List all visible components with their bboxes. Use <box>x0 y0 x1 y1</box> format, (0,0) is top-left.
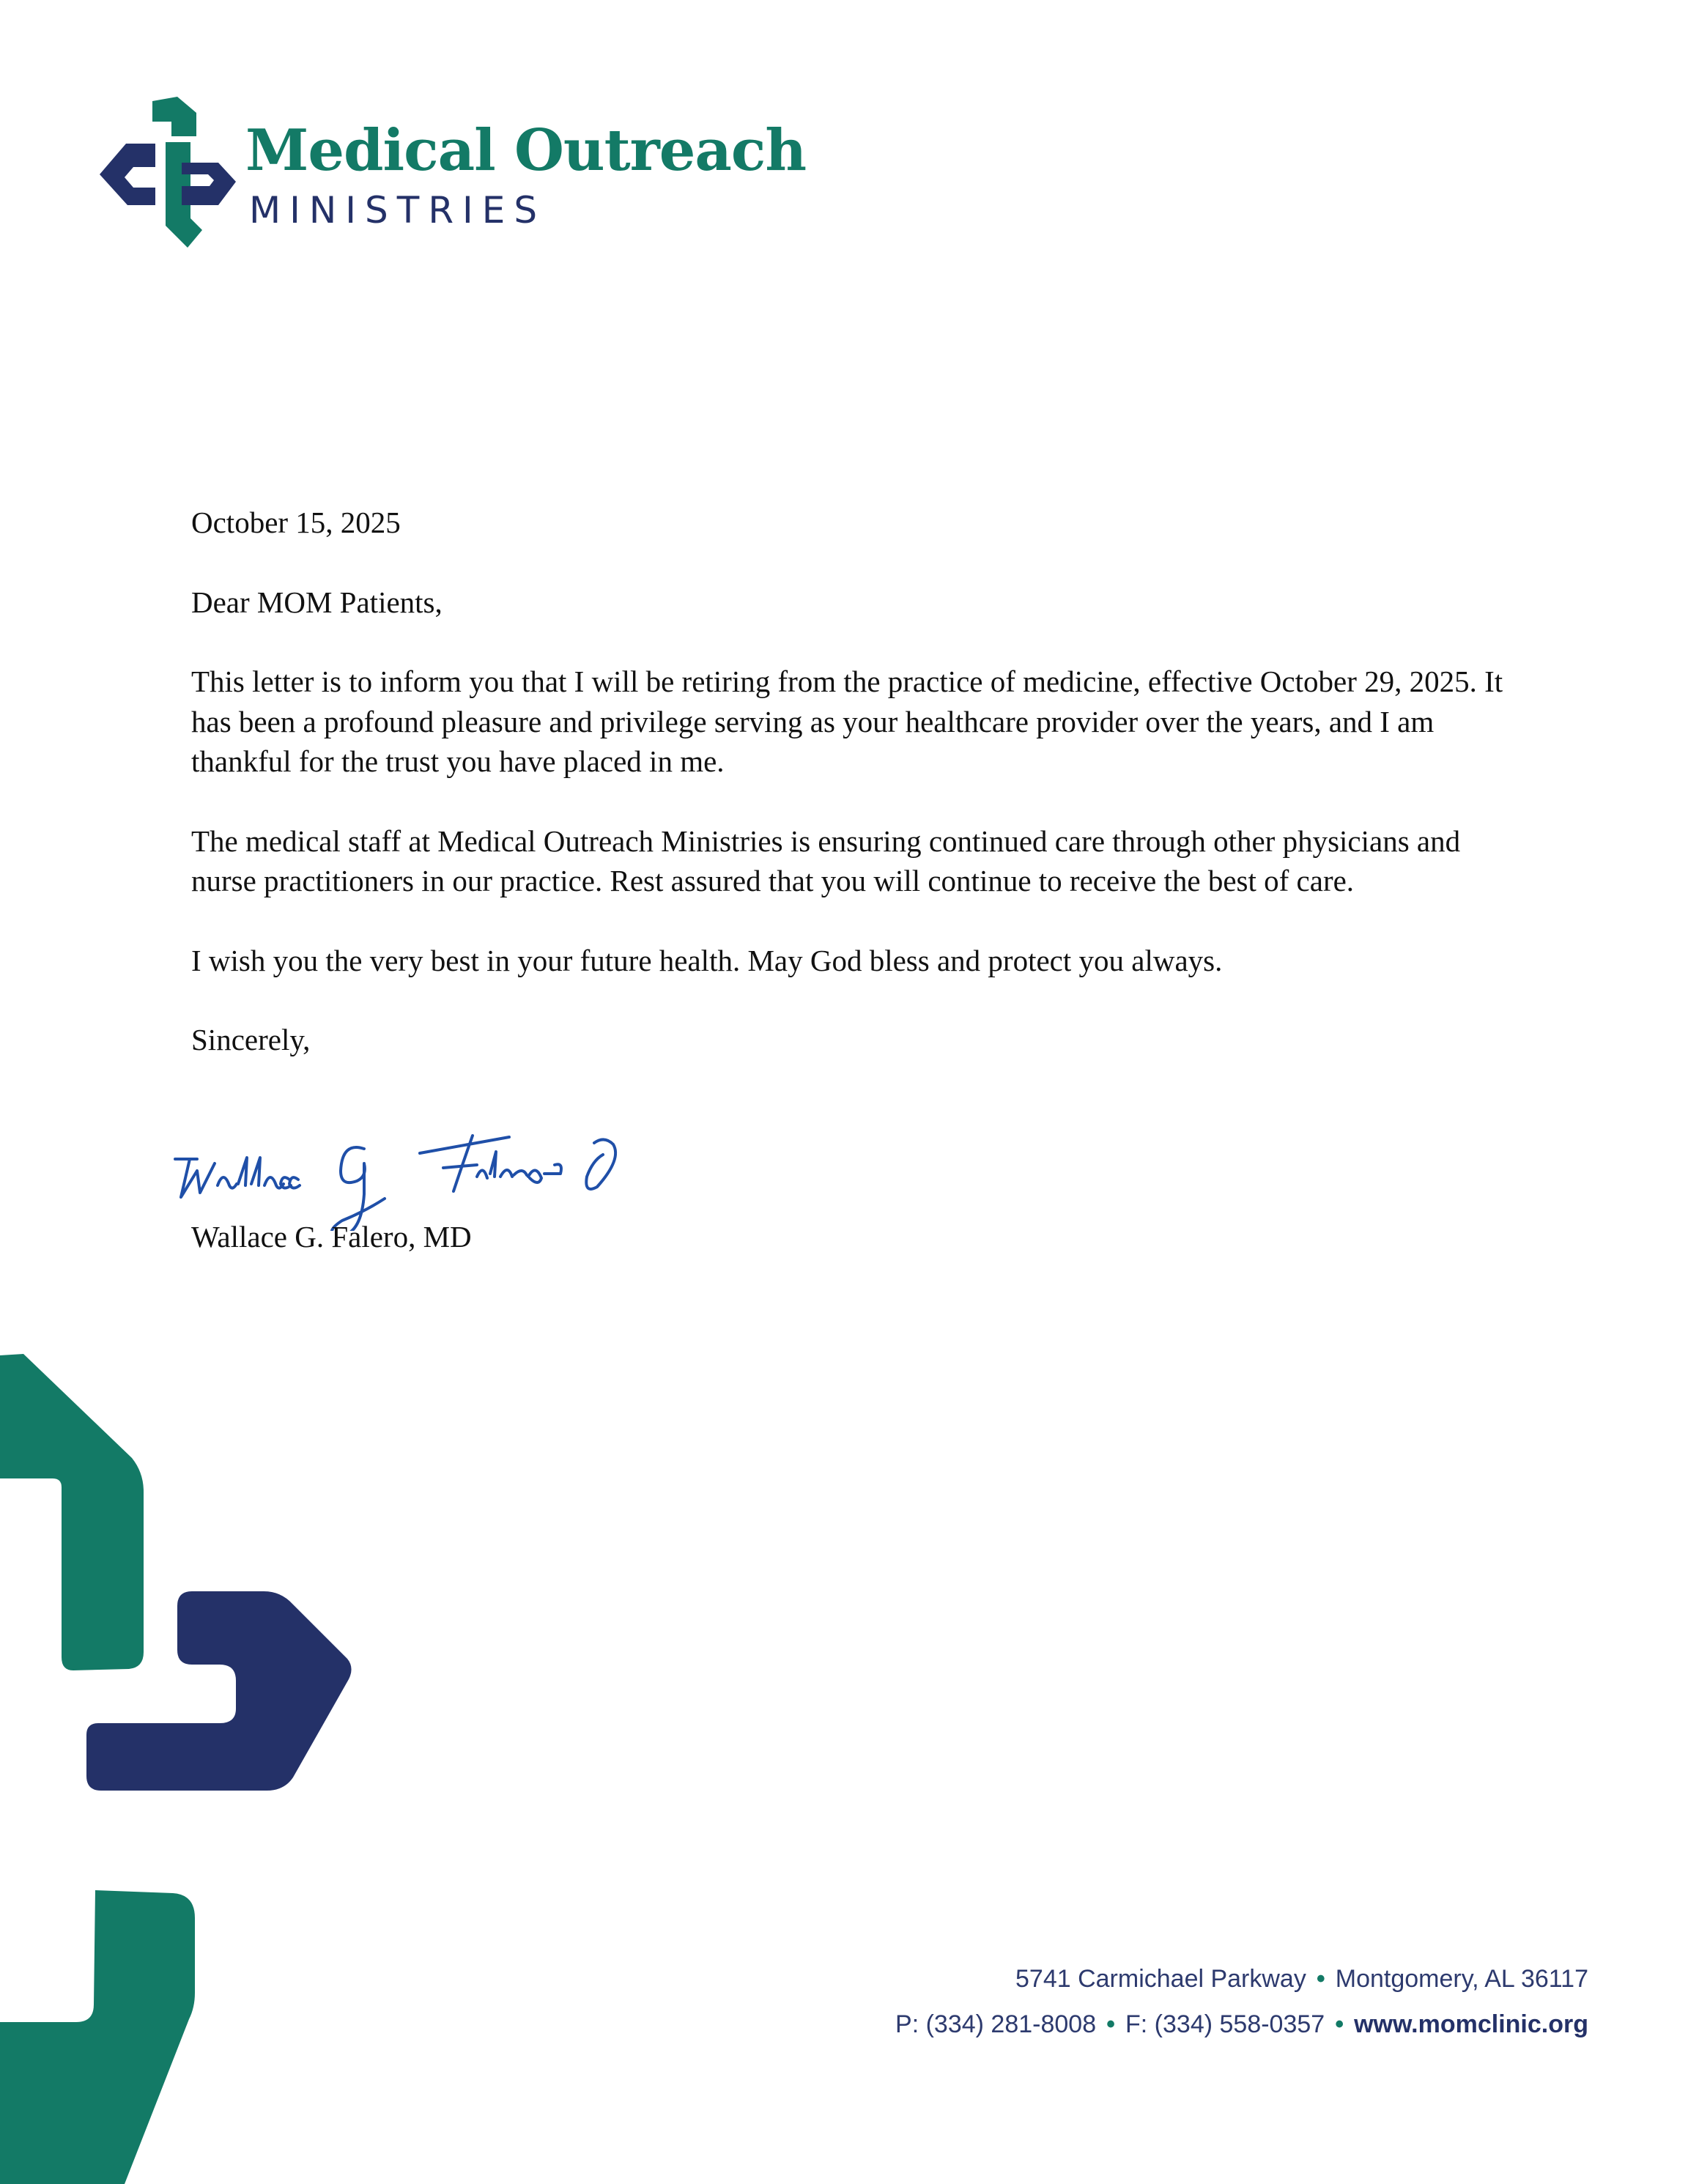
handwritten-signature <box>165 1106 751 1231</box>
footer-address-line <box>895 1956 1588 2002</box>
footer-address: 5741 Carmichael Parkway <box>1015 1965 1306 1993</box>
decorative-cross-mark <box>0 1348 366 2184</box>
organization-name: Medical Outreach <box>245 117 807 184</box>
letter-paragraph: The medical staff at Medical Outreach Ministries is ensuring continued care through other physicians and nurse practitioners in our practice. Rest assured that you will continue to receive the best of care. <box>191 823 1461 897</box>
letter-paragraph: This letter is to inform you that I will be retiring from the practice of medicine, effective October 29, 2025. It has been a profound pleasure and privilege serving as your healthcare provider over the years, and I am thankful for the trust you have placed in me. <box>191 665 1503 778</box>
letter-paragraph: I wish you the very best in your future health. May God bless and protect you always. <box>191 943 1223 977</box>
bullet-separator-icon: • <box>1316 1965 1325 1993</box>
bullet-separator-icon: • <box>1335 2010 1344 2038</box>
letter-closing: Sincerely, <box>191 1023 311 1056</box>
cross-logo-icon <box>95 95 242 249</box>
footer-fax: F: (334) 558-0357 <box>1125 2010 1325 2038</box>
footer-website-link[interactable]: www.momclinic.org <box>1354 2010 1588 2038</box>
letter-date: October 15, 2025 <box>191 506 401 539</box>
footer-contact-line <box>895 2002 1588 2047</box>
organization-logo <box>95 95 807 256</box>
footer-city: Montgomery, AL 36117 <box>1335 1965 1588 1993</box>
organization-subtitle: MINISTRIES <box>249 189 547 232</box>
letter-body <box>191 503 1510 1060</box>
letter-salutation: Dear MOM Patients, <box>191 585 443 619</box>
footer-phone: P: (334) 281-8008 <box>895 2010 1097 2038</box>
signer-name: Wallace G. Falero, MD <box>191 1220 472 1254</box>
letterhead-footer <box>895 1956 1588 2047</box>
bullet-separator-icon: • <box>1106 2010 1116 2038</box>
